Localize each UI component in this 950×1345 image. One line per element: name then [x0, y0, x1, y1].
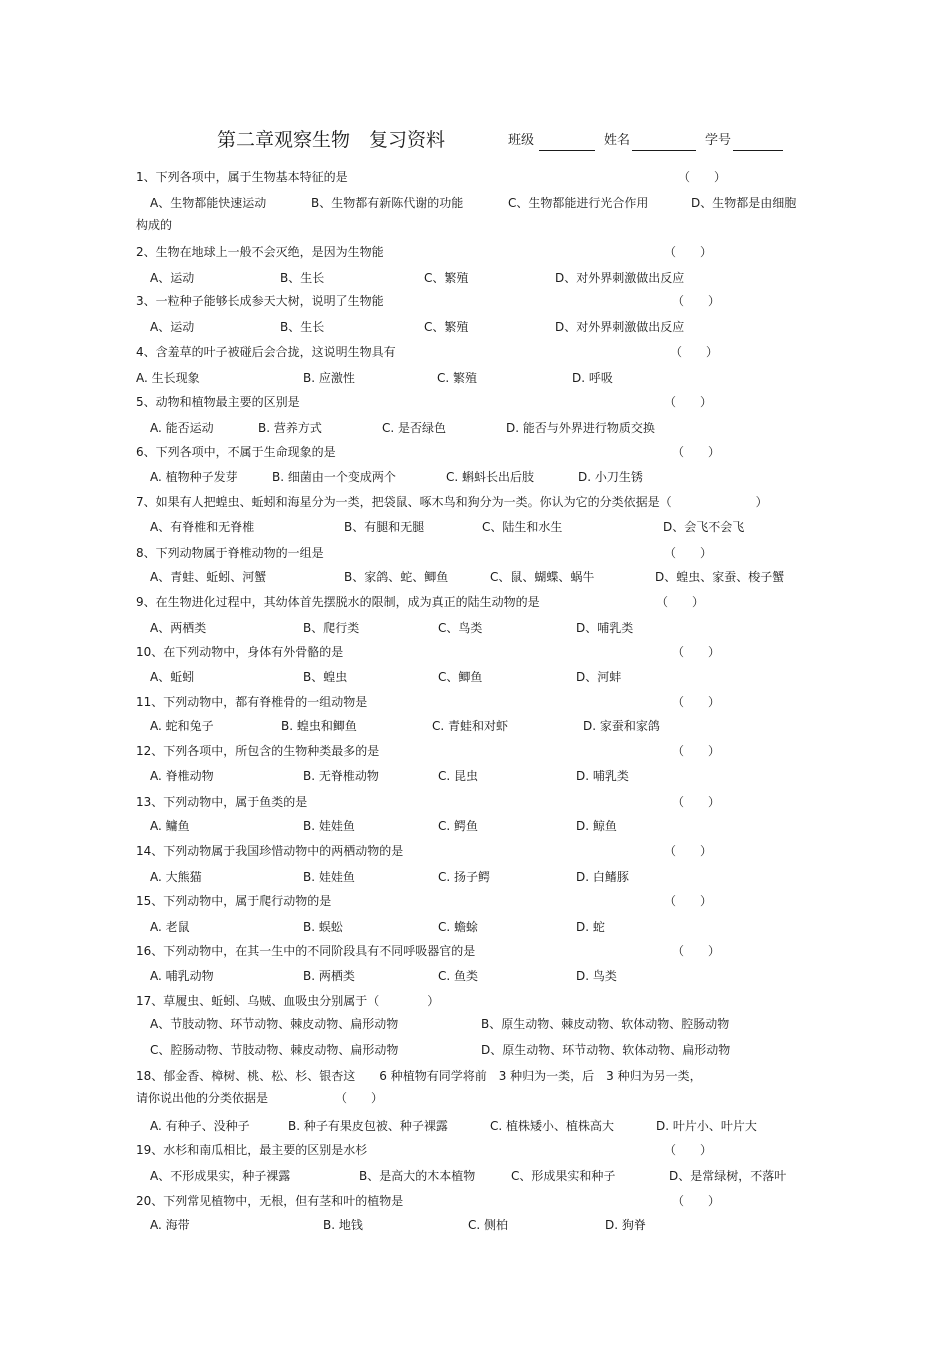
option-c: C、繁殖 — [424, 271, 469, 285]
answer-paren: （ ） — [672, 645, 721, 659]
option-b: B. 蜈蚣 — [303, 920, 343, 934]
option-a: A. 鳙鱼 — [150, 819, 190, 833]
option-c: C、陆生和水生 — [482, 520, 563, 534]
option-a: A. 海带 — [150, 1218, 190, 1232]
question-stem: 11、下列动物中，都有脊椎骨的一组动物是 — [136, 695, 368, 709]
name-label: 姓名 — [604, 133, 631, 148]
option-b: B、蝗虫 — [303, 670, 348, 684]
option-d: D、原生动物、环节动物、软体动物、扁形动物 — [481, 1043, 731, 1057]
question-stem: 19、水杉和南瓜相比，最主要的区别是水杉 — [136, 1143, 368, 1157]
answer-paren: （ ） — [664, 395, 713, 409]
question-stem: 3、一粒种子能够长成参天大树，说明了生物能 — [136, 294, 384, 308]
option-a: A. 植物种子发芽 — [150, 470, 238, 484]
question-stem: 5、动物和植物最主要的区别是 — [136, 395, 300, 409]
option-d: D. 鲸鱼 — [576, 819, 617, 833]
option-c: C. 繁殖 — [437, 371, 478, 385]
option-d: D. 哺乳类 — [576, 769, 629, 783]
question-stem: 6、下列各项中，不属于生命现象的是 — [136, 445, 336, 459]
answer-paren: （ ） — [656, 595, 705, 609]
answer-paren: （ ） — [664, 245, 713, 259]
option-b: B. 种子有果皮包被、种子裸露 — [288, 1119, 448, 1133]
option-b: B、生长 — [280, 271, 325, 285]
answer-paren: （ ） — [664, 1143, 713, 1157]
option-b: B、爬行类 — [303, 621, 360, 635]
question-stem: 15、下列动物中，属于爬行动物的是 — [136, 894, 332, 908]
question-stem: 13、下列动物中，属于鱼类的是 — [136, 795, 308, 809]
option-b: B、原生动物、棘皮动物、软体动物、腔肠动物 — [481, 1017, 730, 1031]
answer-paren: （ ） — [678, 170, 727, 184]
option-d: D、对外界刺激做出反应 — [555, 320, 685, 334]
option-d: D. 鸟类 — [576, 969, 617, 983]
option-b: B. 娃娃鱼 — [303, 819, 355, 833]
question-stem-line2: 请你说出他的分类依据是 — [136, 1091, 269, 1105]
option-d: D. 狗脊 — [605, 1218, 646, 1232]
answer-paren: （ ） — [672, 1194, 721, 1208]
option-a: A、不形成果实，种子裸露 — [150, 1169, 291, 1183]
option-b: B. 应激性 — [303, 371, 355, 385]
question-stem: 12、下列各项中，所包含的生物种类最多的是 — [136, 744, 380, 758]
option-b: B. 营养方式 — [258, 421, 322, 435]
option-d: D. 能否与外界进行物质交换 — [506, 421, 655, 435]
answer-paren: （ ） — [664, 546, 713, 560]
option-b: B. 蝗虫和鲫鱼 — [281, 719, 357, 733]
answer-paren: （ ） — [670, 345, 719, 359]
option-a: A、节肢动物、环节动物、棘皮动物、扁形动物 — [150, 1017, 399, 1031]
option-c: C. 植株矮小、植株高大 — [490, 1119, 615, 1133]
option-c: C. 青蛙和对虾 — [432, 719, 509, 733]
option-c: C、鼠、蝴蝶、蜗牛 — [490, 570, 595, 584]
class-label: 班级 — [508, 133, 535, 148]
option-b: B、有腿和无腿 — [344, 520, 425, 534]
id-blank[interactable] — [733, 150, 783, 151]
option-a: A、蚯蚓 — [150, 670, 195, 684]
option-a: A. 能否运动 — [150, 421, 214, 435]
question-stem: 10、在下列动物中，身体有外骨骼的是 — [136, 645, 344, 659]
option-b: B. 无脊椎动物 — [303, 769, 379, 783]
option-c: C、形成果实和种子 — [511, 1169, 616, 1183]
option-continuation: 构成的 — [136, 218, 173, 232]
option-d: D. 家蚕和家鸽 — [583, 719, 660, 733]
option-c: C. 鱼类 — [438, 969, 479, 983]
question-stem: 20、下列常见植物中，无根，但有茎和叶的植物是 — [136, 1194, 404, 1208]
answer-paren: （ ） — [672, 944, 721, 958]
option-a: A. 老鼠 — [150, 920, 190, 934]
option-c: C、繁殖 — [424, 320, 469, 334]
option-a: A. 有种子、没种子 — [150, 1119, 250, 1133]
option-b: B、生长 — [280, 320, 325, 334]
option-a: A、运动 — [150, 320, 195, 334]
option-a: A、青蛙、蚯蚓、河蟹 — [150, 570, 267, 584]
answer-paren: （ ） — [672, 294, 721, 308]
option-a: A、运动 — [150, 271, 195, 285]
class-blank[interactable] — [539, 150, 595, 151]
option-b: B、家鸽、蛇、鲫鱼 — [344, 570, 449, 584]
option-d: D. 蛇 — [576, 920, 605, 934]
option-d: D、河蚌 — [576, 670, 622, 684]
question-stem: 4、含羞草的叶子被碰后会合拢，这说明生物具有 — [136, 345, 396, 359]
answer-paren: （ ） — [672, 795, 721, 809]
option-b: B. 细菌由一个变成两个 — [272, 470, 396, 484]
name-blank[interactable] — [632, 150, 696, 151]
question-stem: 16、下列动物中，在其一生中的不同阶段具有不同呼吸器官的是 — [136, 944, 476, 958]
question-stem: 1、下列各项中，属于生物基本特征的是 — [136, 170, 348, 184]
question-stem: 17、草履虫、蚯蚓、乌贼、血吸虫分别属于（ ） — [136, 994, 440, 1008]
option-a: A. 大熊猫 — [150, 870, 202, 884]
option-d: D、哺乳类 — [576, 621, 634, 635]
option-c: C. 蝌蚪长出后肢 — [446, 470, 535, 484]
id-label: 学号 — [705, 133, 732, 148]
option-c: C. 是否绿色 — [382, 421, 447, 435]
option-a: A、生物都能快速运动 — [150, 196, 267, 210]
option-d: D、蝗虫、家蚕、梭子蟹 — [655, 570, 785, 584]
question-stem: 8、下列动物属于脊椎动物的一组是 — [136, 546, 324, 560]
option-c: C. 鳄鱼 — [438, 819, 479, 833]
option-a: A. 生长现象 — [136, 371, 200, 385]
option-a: A. 脊椎动物 — [150, 769, 214, 783]
answer-paren: （ ） — [672, 695, 721, 709]
page-title: 第二章观察生物 复习资料 — [217, 129, 446, 151]
option-c: C. 扬子鳄 — [438, 870, 491, 884]
option-d: D、是常绿树，不落叶 — [669, 1169, 787, 1183]
option-a: A. 蛇和兔子 — [150, 719, 214, 733]
option-d: D. 呼吸 — [572, 371, 613, 385]
question-stem: 7、如果有人把蝗虫、蚯蚓和海星分为一类，把袋鼠、啄木鸟和狗分为一类。你认为它的分类依据是（ ） — [136, 495, 768, 509]
question-stem: 18、郁金香、樟树、桃、松、杉、银杏这 6 种植物有同学将前 3 种归为一类，后 3 种归为另一类， — [136, 1069, 702, 1083]
option-c: C、生物都能进行光合作用 — [508, 196, 649, 210]
option-b: B. 娃娃鱼 — [303, 870, 355, 884]
option-a: A、两栖类 — [150, 621, 207, 635]
option-d: D. 叶片小、叶片大 — [656, 1119, 757, 1133]
option-d: D、对外界刺激做出反应 — [555, 271, 685, 285]
answer-paren: （ ） — [664, 844, 713, 858]
option-b: B. 两栖类 — [303, 969, 355, 983]
option-a: A、有脊椎和无脊椎 — [150, 520, 255, 534]
option-d: D. 小刀生锈 — [578, 470, 643, 484]
option-c: C、腔肠动物、节肢动物、棘皮动物、扁形动物 — [150, 1043, 399, 1057]
option-c: C. 蟾蜍 — [438, 920, 479, 934]
question-stem: 14、下列动物属于我国珍惜动物中的两栖动物的是 — [136, 844, 404, 858]
option-b: B、是高大的木本植物 — [359, 1169, 476, 1183]
answer-paren: （ ） — [335, 1091, 384, 1105]
option-d: D、生物都是由细胞 — [691, 196, 797, 210]
question-stem: 2、生物在地球上一般不会灭绝，是因为生物能 — [136, 245, 384, 259]
option-b: B. 地钱 — [323, 1218, 363, 1232]
option-c: C. 昆虫 — [438, 769, 479, 783]
answer-paren: （ ） — [672, 445, 721, 459]
option-d: D. 白鳍豚 — [576, 870, 629, 884]
option-b: B、生物都有新陈代谢的功能 — [311, 196, 464, 210]
option-c: C. 侧柏 — [468, 1218, 509, 1232]
option-d: D、会飞不会飞 — [663, 520, 745, 534]
option-a: A. 哺乳动物 — [150, 969, 214, 983]
option-c: C、鲫鱼 — [438, 670, 483, 684]
question-stem: 9、在生物进化过程中，其幼体首先摆脱水的限制，成为真正的陆生动物的是 — [136, 595, 540, 609]
answer-paren: （ ） — [664, 894, 713, 908]
option-c: C、鸟类 — [438, 621, 483, 635]
answer-paren: （ ） — [672, 744, 721, 758]
